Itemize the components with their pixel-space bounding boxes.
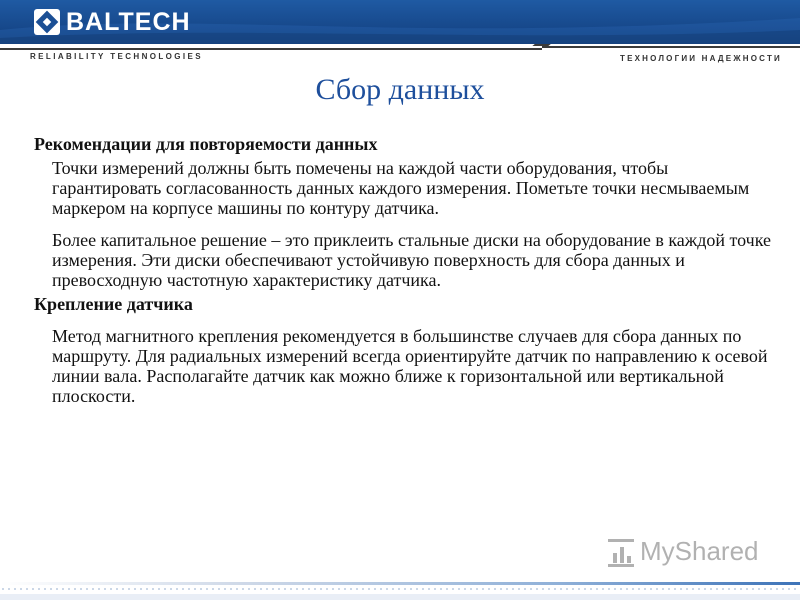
paragraph-magnetic-mount: Метод магнитного крепления рекомендуется в большинстве случаев для сбора данных по маршруту. Для радиальных измерений всегда ориентируйте датчик по направлению к осевой линии вала. Располагайте датчик как можно ближе к горизонтальной или вертикальной плоскости. [52, 326, 768, 406]
company-logo [34, 8, 191, 36]
divider-line-right [542, 46, 800, 48]
footer-dots-decoration [0, 586, 800, 592]
divider-line-left [0, 48, 542, 50]
footer-band [0, 594, 800, 600]
logo-text: BALTECH [66, 7, 191, 36]
tagline-english: RELIABILITY TECHNOLOGIES [30, 52, 204, 61]
slide-title: Сбор данных [315, 73, 485, 106]
paragraph-marking: Точки измерений должны быть помечены на каждой части оборудования, чтобы гарантировать согласованность данных каждого измерения. Пометьте точки несмываемым маркером на корпусе машины по контуру датчика. [52, 158, 750, 218]
footer-line [0, 582, 800, 585]
tagline-russian: ТЕХНОЛОГИИ НАДЕЖНОСТИ [620, 54, 782, 63]
watermark [608, 536, 759, 567]
section-heading-repeatability: Рекомендации для повторяемости данных [34, 134, 378, 154]
slide-content [34, 134, 774, 406]
presentation-icon [608, 537, 636, 567]
section-heading-mounting: Крепление датчика [34, 294, 193, 314]
watermark-text: MyShared [640, 536, 759, 566]
header-band [0, 0, 800, 44]
paragraph-steel-discs: Более капитальное решение – это приклеить стальные диски на оборудование в каждой точке измерения. Эти диски обеспечивают устойчивую поверхность для сбора данных и превосходную частотную характеристику датчика. [52, 230, 772, 290]
logo-mark-icon [34, 9, 60, 35]
